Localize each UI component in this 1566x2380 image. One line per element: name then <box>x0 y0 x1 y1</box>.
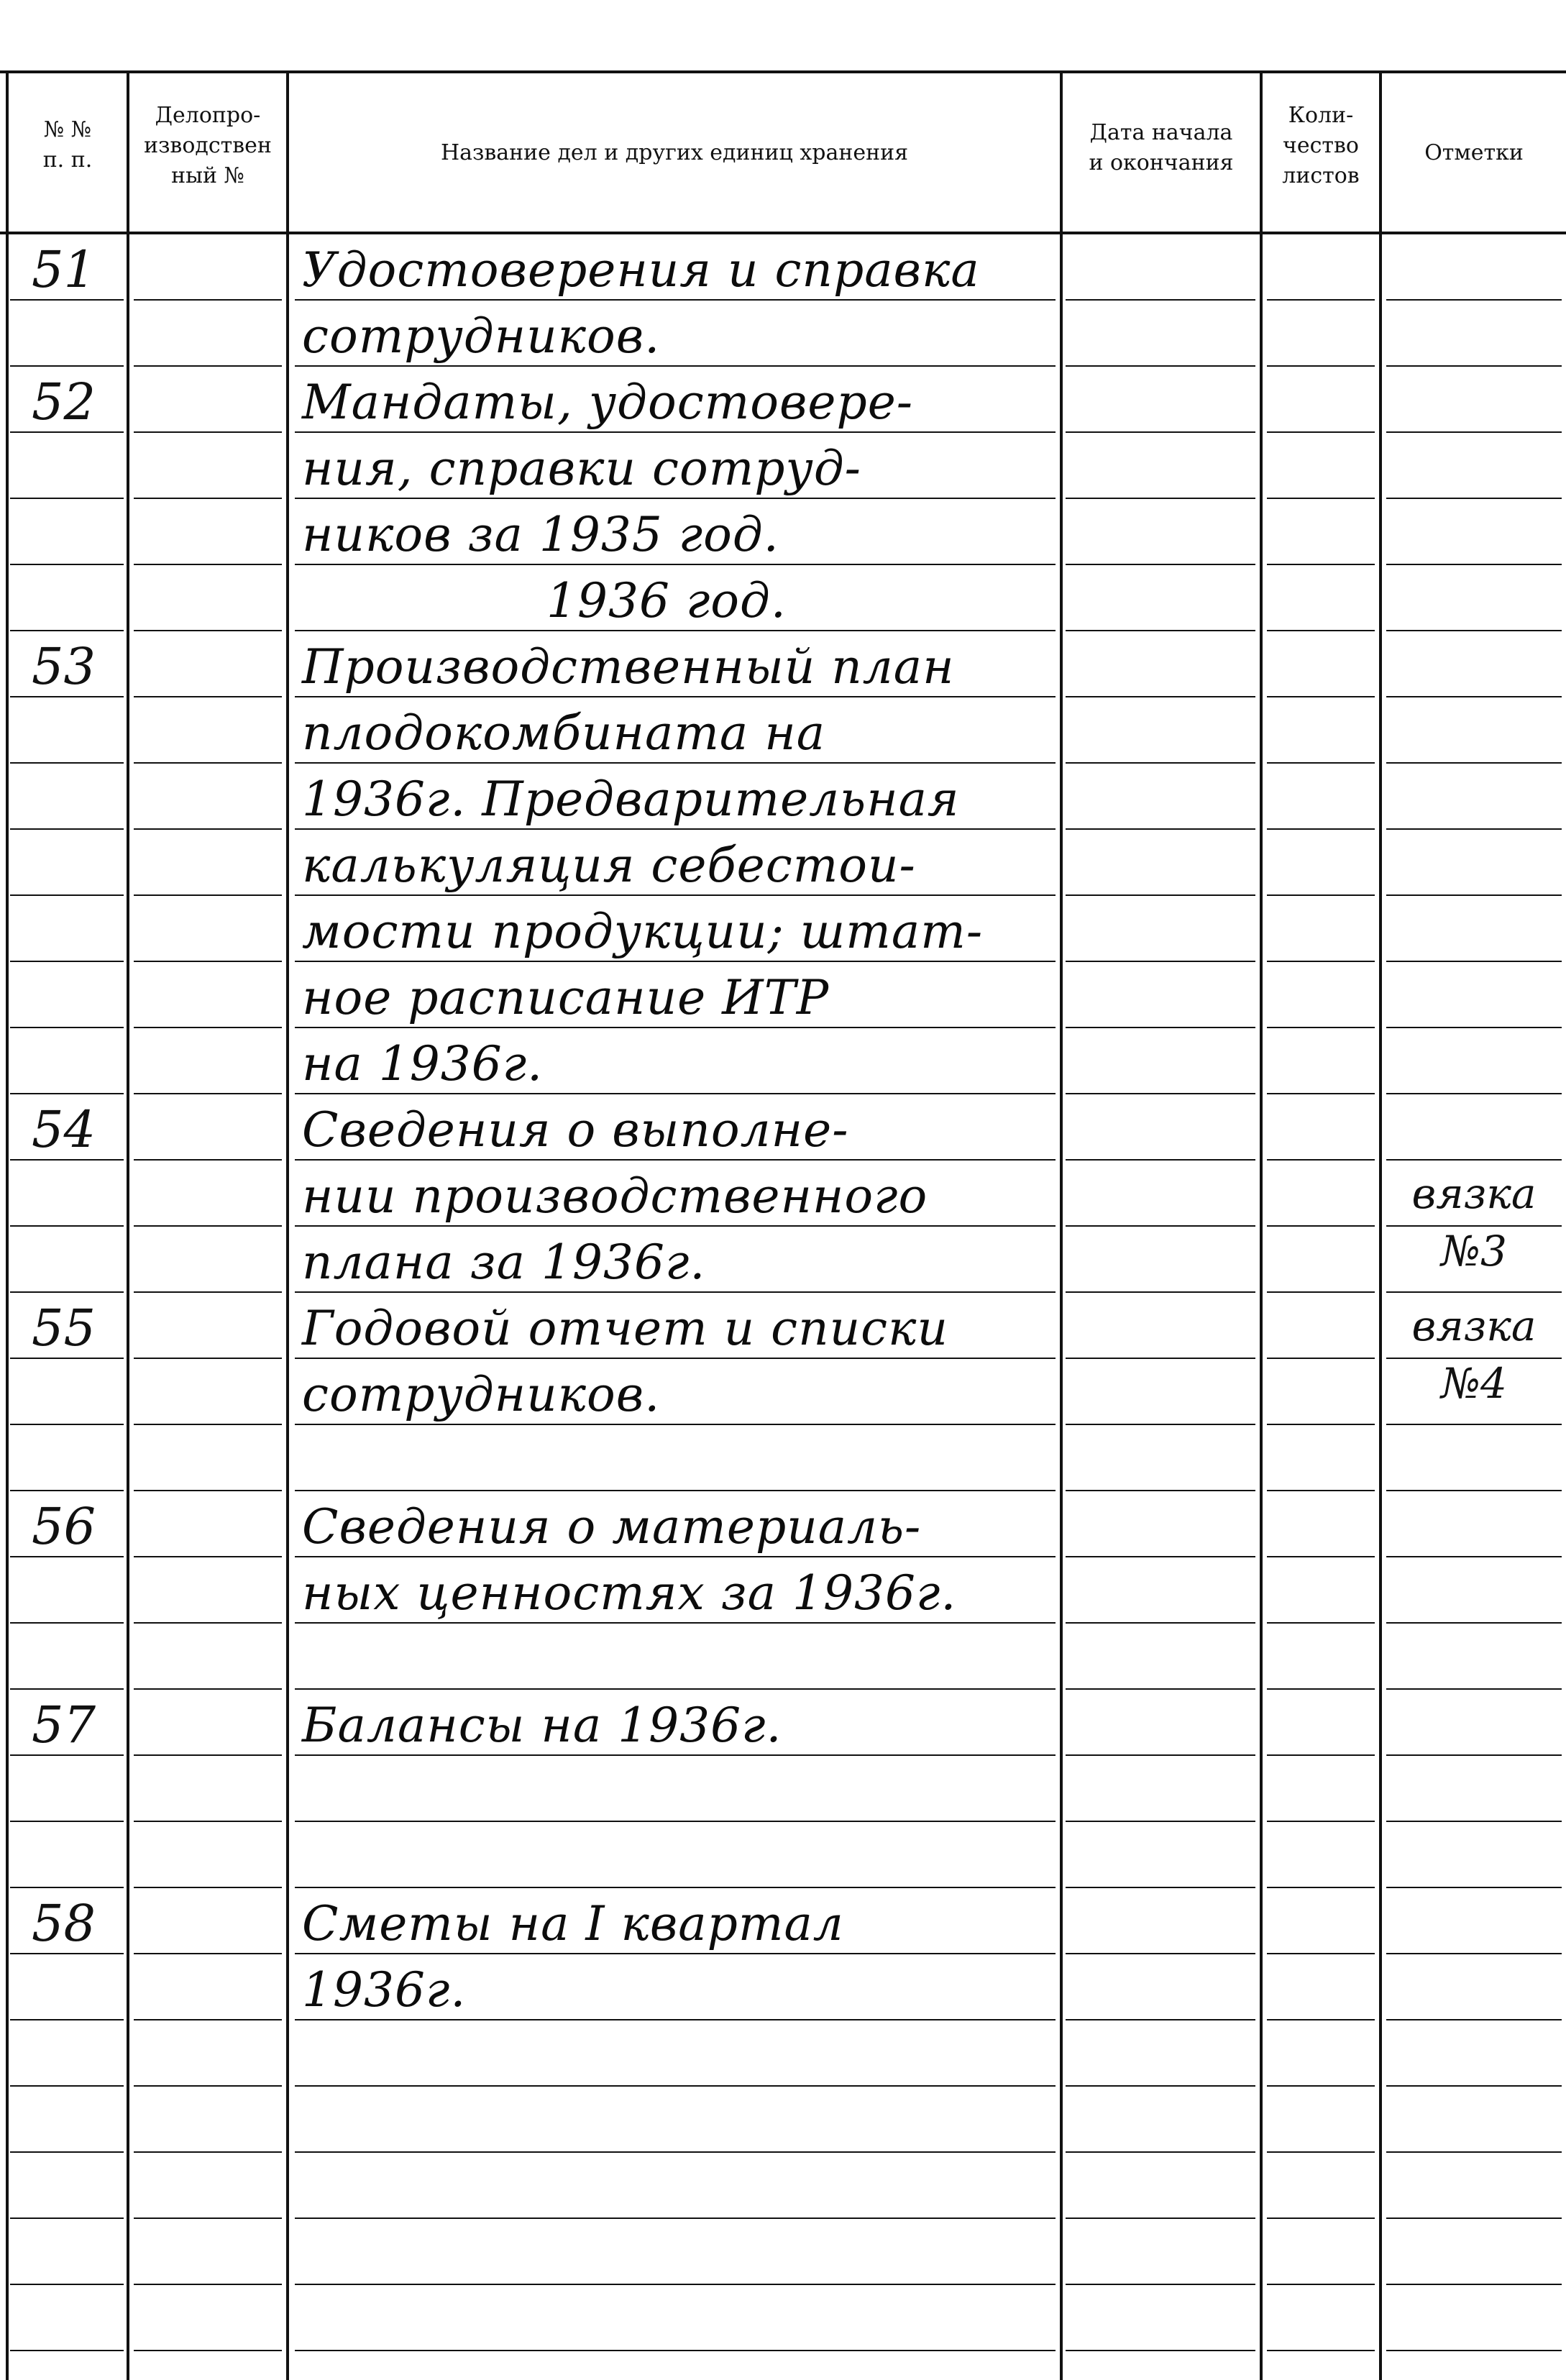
header-dates <box>1063 118 1260 178</box>
ruled-line <box>1066 1556 1255 1557</box>
ruled-line <box>1386 630 1562 631</box>
ruled-line <box>134 762 282 764</box>
entry-title-line: мости продукции; штат- <box>302 904 984 959</box>
ruled-line <box>1386 2085 1562 2087</box>
ruled-line <box>134 2085 282 2087</box>
ruled-line <box>1267 2217 1375 2219</box>
ruled-line <box>1267 1556 1375 1557</box>
entry-title-line: ния, справки сотруд- <box>302 441 861 496</box>
ruled-line <box>1066 1953 1255 1954</box>
ruled-line <box>1267 1027 1375 1028</box>
header-dates-line2: и окончания <box>1089 150 1234 175</box>
entry-title-line: Сведения о выполне- <box>302 1102 849 1158</box>
entry-title-line: Балансы на 1936г. <box>302 1698 782 1753</box>
entry-number: 55 <box>32 1299 96 1358</box>
ruled-line <box>295 2284 1056 2285</box>
ruled-line <box>10 1953 124 1954</box>
entry-number: 53 <box>32 637 96 696</box>
entry-title-line: Сметы на I квартал <box>302 1896 844 1951</box>
ruled-line <box>1267 1754 1375 1756</box>
ruled-line <box>1066 630 1255 631</box>
ruled-line <box>1386 431 1562 433</box>
ruled-line <box>1386 1291 1562 1293</box>
header-office-line1: Делопро- <box>155 103 261 128</box>
ruled-line <box>134 2284 282 2285</box>
col-divider-2 <box>127 70 129 2380</box>
entry-title-line: нии производственного <box>302 1168 928 1224</box>
entry-title-line: на 1936г. <box>302 1036 544 1091</box>
header-dates-line1: Дата начала <box>1089 120 1233 145</box>
header-office-line3: ный № <box>171 163 244 188</box>
ruled-line <box>10 1159 124 1161</box>
ruled-line <box>10 1358 124 1359</box>
col-divider-6 <box>1379 70 1382 2380</box>
ruled-line <box>1386 1754 1562 1756</box>
ruled-line <box>134 299 282 301</box>
ruled-line <box>1267 696 1375 697</box>
ruled-line <box>1386 961 1562 962</box>
ruled-line <box>134 961 282 962</box>
entry-title-line: Мандаты, удостовере- <box>302 375 914 430</box>
ruled-line <box>1066 2284 1255 2285</box>
ruled-line <box>1267 762 1375 764</box>
ruled-line <box>295 2217 1056 2219</box>
ruled-line <box>1386 2284 1562 2285</box>
ruled-line <box>1267 431 1375 433</box>
ruled-line <box>10 2284 124 2285</box>
entry-title-line: 1936г. <box>302 1962 467 2018</box>
ruled-line <box>1386 1556 1562 1557</box>
ruled-line <box>134 431 282 433</box>
header-count-line3: листов <box>1282 163 1360 188</box>
ruled-line <box>1066 1424 1255 1425</box>
ruled-line <box>1267 1358 1375 1359</box>
ruled-line <box>1386 894 1562 896</box>
entry-title-line: сотрудников. <box>302 308 661 364</box>
ruled-line <box>134 1556 282 1557</box>
header-bottom-border <box>0 232 1566 234</box>
entry-note: №3 <box>1441 1227 1507 1276</box>
ruled-line <box>295 2151 1056 2153</box>
ruled-line <box>295 1490 1056 1491</box>
ruled-line <box>1066 1688 1255 1690</box>
entry-title-line: Сведения о материаль- <box>302 1499 922 1555</box>
ruled-line <box>1386 564 1562 565</box>
ruled-line <box>1066 1490 1255 1491</box>
ruled-line <box>1066 564 1255 565</box>
ruled-line <box>10 1490 124 1491</box>
ruled-line <box>1386 762 1562 764</box>
ruled-line <box>134 1027 282 1028</box>
ruled-line <box>1066 894 1255 896</box>
ruled-line <box>1267 894 1375 896</box>
ruled-line <box>1386 365 1562 367</box>
ruled-line <box>10 762 124 764</box>
ruled-line <box>1386 1027 1562 1028</box>
ruled-line <box>1267 564 1375 565</box>
ruled-line <box>1386 299 1562 301</box>
ruled-line <box>1066 1358 1255 1359</box>
header-office-line2: изводствен <box>144 133 272 158</box>
ruled-line <box>1267 1159 1375 1161</box>
ruled-line <box>134 1424 282 1425</box>
ruled-line <box>10 431 124 433</box>
header-office-number <box>129 101 286 191</box>
ruled-line <box>1267 2350 1375 2351</box>
ruled-line <box>1267 1887 1375 1888</box>
ruled-line <box>10 1754 124 1756</box>
ruled-line <box>1066 299 1255 301</box>
ruled-line <box>1066 1093 1255 1094</box>
ruled-line <box>134 2151 282 2153</box>
header-count-line2: чество <box>1283 133 1359 158</box>
ruled-line <box>1386 2217 1562 2219</box>
ruled-line <box>1066 2151 1255 2153</box>
entry-title-line: ное расписание ИТР <box>302 970 830 1025</box>
ruled-line <box>134 2217 282 2219</box>
ruled-line <box>1066 1622 1255 1624</box>
entry-number: 57 <box>32 1695 96 1754</box>
ruled-line <box>10 630 124 631</box>
ruled-line <box>1267 365 1375 367</box>
ruled-line <box>134 1291 282 1293</box>
ruled-line <box>10 1556 124 1557</box>
ruled-line <box>1066 828 1255 830</box>
ruled-line <box>295 2085 1056 2087</box>
ruled-line <box>1386 1622 1562 1624</box>
header-title: Название дел и других единиц хранения <box>440 140 909 165</box>
header-notes: Отметки <box>1424 140 1524 165</box>
ruled-line <box>10 2151 124 2153</box>
ruled-line <box>10 961 124 962</box>
header-num <box>9 115 127 175</box>
entry-title-line: плана за 1936г. <box>302 1235 706 1290</box>
ruled-line <box>134 894 282 896</box>
ruled-line <box>1386 498 1562 499</box>
ruled-line <box>10 1291 124 1293</box>
ruled-line <box>1386 1887 1562 1888</box>
ruled-line <box>1066 961 1255 962</box>
ruled-line <box>10 564 124 565</box>
entry-note: №4 <box>1441 1359 1507 1408</box>
ruled-line <box>134 1821 282 1822</box>
header-num-line2: п. п. <box>42 147 93 173</box>
ruled-line <box>1066 2085 1255 2087</box>
ruled-line <box>1066 1821 1255 1822</box>
ruled-line <box>1066 1291 1255 1293</box>
ruled-line <box>134 1754 282 1756</box>
ruled-line <box>134 498 282 499</box>
ruled-line <box>295 1821 1056 1822</box>
ruled-line <box>134 1358 282 1359</box>
ruled-line <box>1267 498 1375 499</box>
entry-number: 52 <box>32 372 96 431</box>
ruled-line <box>1386 1953 1562 1954</box>
ruled-line <box>1066 498 1255 499</box>
ruled-line <box>1267 1688 1375 1690</box>
ruled-line <box>1267 1424 1375 1425</box>
ruled-line <box>1066 2019 1255 2020</box>
ruled-line <box>295 1887 1056 1888</box>
ruled-line <box>10 1887 124 1888</box>
ruled-line <box>1267 1622 1375 1624</box>
ruled-line <box>1066 1754 1255 1756</box>
ruled-line <box>134 564 282 565</box>
ruled-line <box>134 365 282 367</box>
entry-note: вязка <box>1411 1301 1537 1350</box>
entry-number: 56 <box>32 1497 96 1556</box>
ruled-line <box>1267 2019 1375 2020</box>
ruled-line <box>1066 696 1255 697</box>
ruled-line <box>10 365 124 367</box>
ruled-line <box>1066 365 1255 367</box>
ruled-line <box>10 1821 124 1822</box>
ruled-line <box>1386 1093 1562 1094</box>
ruled-line <box>1267 1821 1375 1822</box>
ruled-line <box>295 2350 1056 2351</box>
ruled-line <box>134 630 282 631</box>
ruled-line <box>1386 1424 1562 1425</box>
table-top-border <box>0 70 1566 73</box>
entry-title-line: Удостоверения и справка <box>302 242 980 298</box>
col-divider-4 <box>1060 70 1063 2380</box>
ruled-line <box>1386 2350 1562 2351</box>
ruled-line <box>10 2217 124 2219</box>
entry-note: вязка <box>1411 1169 1537 1218</box>
ruled-line <box>10 696 124 697</box>
ruled-line <box>134 1225 282 1227</box>
ruled-line <box>10 2085 124 2087</box>
ruled-line <box>134 696 282 697</box>
ruled-line <box>10 828 124 830</box>
col-divider-1 <box>6 70 9 2380</box>
ruled-line <box>1066 1159 1255 1161</box>
ruled-line <box>1386 1159 1562 1161</box>
col-divider-3 <box>286 70 289 2380</box>
entry-title-line: плодокомбината на <box>302 705 826 761</box>
ruled-line <box>134 828 282 830</box>
ruled-line <box>1267 1490 1375 1491</box>
ruled-line <box>134 1159 282 1161</box>
ruled-line <box>134 1093 282 1094</box>
ruled-line <box>1267 2151 1375 2153</box>
ruled-line <box>1066 1027 1255 1028</box>
ruled-line <box>1267 1093 1375 1094</box>
ruled-line <box>1066 1225 1255 1227</box>
header-count-line1: Коли- <box>1288 103 1354 128</box>
ruled-line <box>1386 1821 1562 1822</box>
ruled-line <box>1386 2151 1562 2153</box>
ruled-line <box>1267 1225 1375 1227</box>
ruled-line <box>1267 1291 1375 1293</box>
ruled-line <box>1386 2019 1562 2020</box>
ruled-line <box>1066 762 1255 764</box>
ruled-line <box>10 894 124 896</box>
entry-number: 51 <box>32 240 96 299</box>
entry-title-line: 1936г. Предварительная <box>302 772 960 827</box>
ruled-line <box>10 498 124 499</box>
ruled-line <box>134 2019 282 2020</box>
ruled-line <box>1386 1490 1562 1491</box>
ruled-line <box>10 1093 124 1094</box>
ruled-line <box>10 1424 124 1425</box>
ruled-line <box>134 2350 282 2351</box>
entry-title-line: калькуляция себестои- <box>302 838 916 893</box>
ruled-line <box>1386 828 1562 830</box>
ruled-line <box>134 1887 282 1888</box>
ruled-line <box>295 1688 1056 1690</box>
ruled-line <box>10 1622 124 1624</box>
ruled-line <box>134 1953 282 1954</box>
entry-title-line: сотрудников. <box>302 1367 661 1422</box>
ruled-line <box>10 1027 124 1028</box>
ruled-line <box>1267 1953 1375 1954</box>
entry-title-line: Годовой отчет и списки <box>302 1301 948 1356</box>
entry-title-line: Производственный план <box>302 639 955 695</box>
ruled-line <box>1386 1688 1562 1690</box>
entry-title-line: 1936 год. <box>546 573 787 628</box>
ruled-line <box>1267 828 1375 830</box>
ruled-line <box>134 1490 282 1491</box>
header-num-line1: № № <box>43 117 92 142</box>
ruled-line <box>134 1688 282 1690</box>
ruled-line <box>1267 2085 1375 2087</box>
col-divider-5 <box>1260 70 1263 2380</box>
ruled-line <box>134 1622 282 1624</box>
ruled-line <box>10 1688 124 1690</box>
ruled-line <box>1066 2217 1255 2219</box>
ruled-line <box>1267 961 1375 962</box>
ruled-line <box>1066 431 1255 433</box>
header-count <box>1263 101 1379 191</box>
ruled-line <box>10 2019 124 2020</box>
ruled-line <box>1267 2284 1375 2285</box>
entry-title-line: ников за 1935 год. <box>302 507 779 562</box>
ruled-line <box>1386 696 1562 697</box>
ruled-line <box>10 2350 124 2351</box>
ruled-line <box>1267 299 1375 301</box>
ruled-line <box>1066 2350 1255 2351</box>
ruled-line <box>10 299 124 301</box>
ruled-line <box>1267 630 1375 631</box>
ruled-line <box>1066 1887 1255 1888</box>
entry-number: 58 <box>32 1894 96 1953</box>
ruled-line <box>10 1225 124 1227</box>
entry-title-line: ных ценностях за 1936г. <box>302 1565 957 1621</box>
entry-number: 54 <box>32 1100 96 1159</box>
